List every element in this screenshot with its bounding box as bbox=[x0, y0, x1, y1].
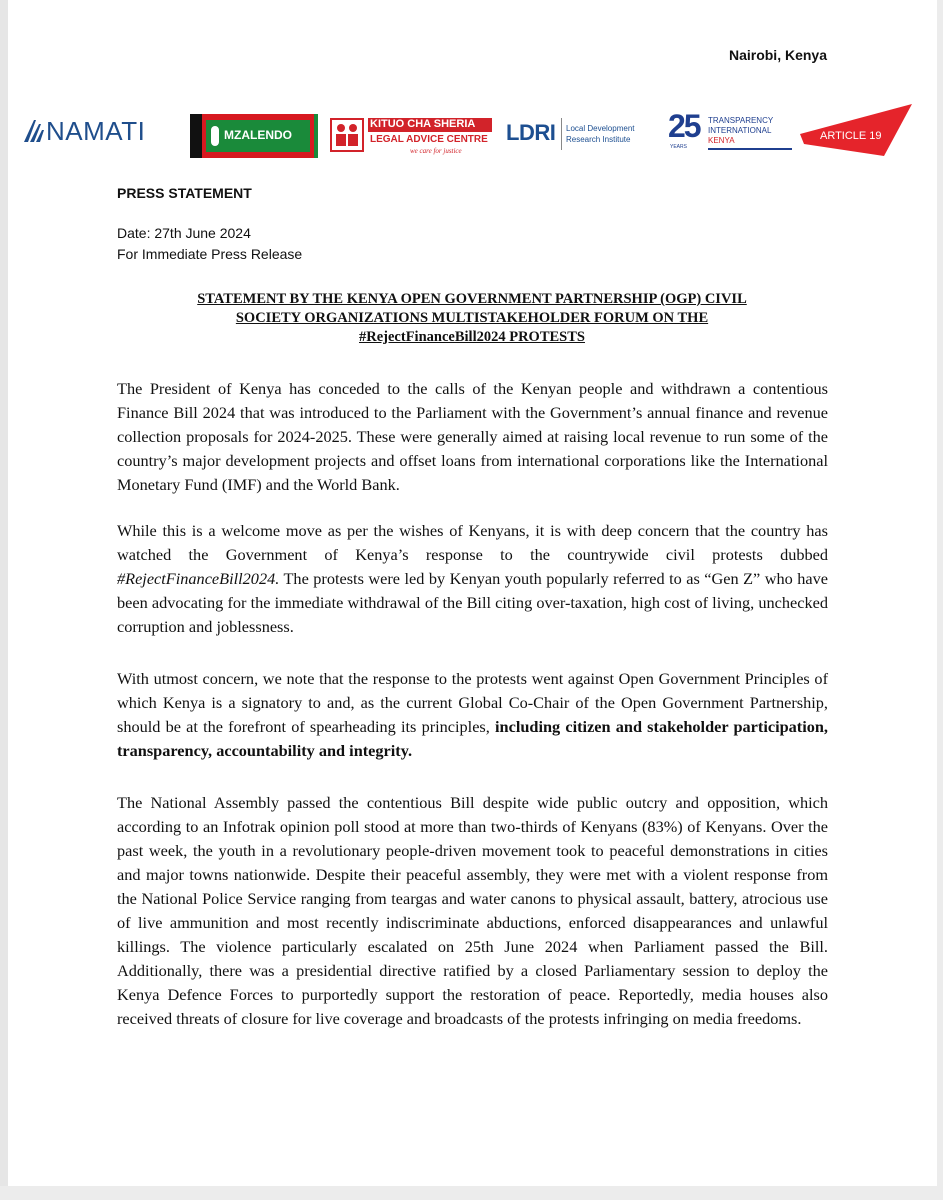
kituo-cha-sheria-logo bbox=[330, 116, 494, 156]
paragraph-3-bold: including citizen and stakeholder participation, transparency, accountability and integrity. bbox=[117, 717, 829, 760]
ldri-line1: Local Development bbox=[566, 124, 635, 133]
ti-anniversary-years: YEARS bbox=[670, 144, 687, 150]
article19-logo bbox=[800, 104, 916, 161]
mzalendo-logo-text: MZALENDO bbox=[224, 128, 292, 142]
paragraph-2 bbox=[117, 519, 828, 639]
page-right-edge bbox=[937, 0, 943, 1200]
partner-logos-row bbox=[22, 104, 922, 160]
location-text: Nairobi, Kenya bbox=[728, 47, 827, 63]
ldri-logo bbox=[506, 118, 656, 152]
kituo-tagline: we care for justice bbox=[410, 147, 462, 155]
mzalendo-logo bbox=[190, 114, 318, 158]
kituo-line1: KITUO CHA SHERIA bbox=[370, 118, 476, 130]
paragraph-2-part-b: The protests were led by Kenyan youth popularly referred to as “Gen Z” who have been advocating for the immediate withdrawal of the Bill citing over-taxation, high cost of living, unchecked corruption and joblessness. bbox=[117, 569, 828, 636]
statement-title bbox=[117, 290, 827, 347]
ti-anniversary-number: 25 bbox=[668, 108, 700, 144]
kituo-people-icon bbox=[330, 118, 364, 152]
paragraph-4: The National Assembly passed the contentious Bill despite wide public outcry and opposition, which according to an Infotrak opinion poll stood at more than two-thirds of Kenyans (83%) of Kenyans. Over the past week, the youth in a revolutionary people-driven movement took to peaceful demonstrations in cities and major towns nationwide. Despite their peaceful assembly, they were met with a violent response from the National Police Service ranging from teargas and water canons to physical assault, battery, atrocious use of live ammunition and most recently indiscriminate abductions, enforced disappearances and unlawful killings. The violence particularly escalated on 25th June 2024 when Parliament passed the Bill. Additionally, there was a presidential directive ratified by a closed Parliamentary session to deploy the Kenya Defence Forces to purportedly support the restoration of peace. Reportedly, media houses also received threats of closure for live coverage and broadcasts of the protests infringing on media freedoms. bbox=[117, 793, 828, 1028]
ti-line1: TRANSPARENCY bbox=[708, 116, 774, 125]
title-line-3: #RejectFinanceBill2024 PROTESTS bbox=[359, 329, 585, 345]
ti-line3: KENYA bbox=[708, 136, 735, 145]
namati-logo bbox=[22, 118, 180, 149]
title-line-2: SOCIETY ORGANIZATIONS MULTISTAKEHOLDER FORUM ON THE bbox=[235, 310, 709, 326]
ldri-mark: LDRI bbox=[506, 120, 556, 145]
kituo-line2: LEGAL ADVICE CENTRE bbox=[370, 134, 488, 145]
page-left-edge bbox=[0, 0, 8, 1200]
title-line-1: STATEMENT BY THE KENYA OPEN GOVERNMENT PARTNERSHIP (OGP) CIVIL bbox=[197, 291, 747, 307]
mzalendo-shield-icon bbox=[211, 126, 219, 146]
ldri-line2: Research Institute bbox=[566, 135, 631, 144]
release-note: For Immediate Press Release bbox=[117, 246, 303, 262]
paragraph-2-hashtag: #RejectFinanceBill2024. bbox=[117, 569, 280, 588]
statement-date: Date: 27th June 2024 bbox=[117, 225, 251, 241]
article19-logo-text: ARTICLE 19 bbox=[820, 130, 882, 142]
namati-logo-text: NAMATI bbox=[46, 116, 146, 146]
page-bottom-edge bbox=[0, 1186, 943, 1200]
transparency-international-kenya-logo bbox=[668, 108, 796, 156]
paragraph-3-part-a: With utmost concern, we note that the response to the protests went against Open Government Principles of which Kenya is a signatory to and, as the current Global Co-Chair of the Open Government Partnership, should be at the forefront of spearheading its principles, bbox=[117, 669, 828, 736]
paragraph-1: The President of Kenya has conceded to the calls of the Kenyan people and withdrawn a contentious Finance Bill 2024 that was introduced to the Parliament with the Government’s annual finance and revenue collection proposals for 2024-2025. These were generally aimed at raising local revenue to run some of the country’s major development projects and offset loans from international corporations like the International Monetary Fund (IMF) and the World Bank. bbox=[117, 379, 828, 494]
date-block bbox=[117, 223, 302, 265]
ti-line2: INTERNATIONAL bbox=[708, 126, 772, 135]
paragraph-3 bbox=[117, 667, 828, 763]
press-statement-label: PRESS STATEMENT bbox=[117, 185, 252, 201]
paragraph-2-part-a: While this is a welcome move as per the wishes of Kenyans, it is with deep concern that the country has watched the Government of Kenya’s response to the countrywide civil protests dubbed bbox=[117, 521, 828, 564]
